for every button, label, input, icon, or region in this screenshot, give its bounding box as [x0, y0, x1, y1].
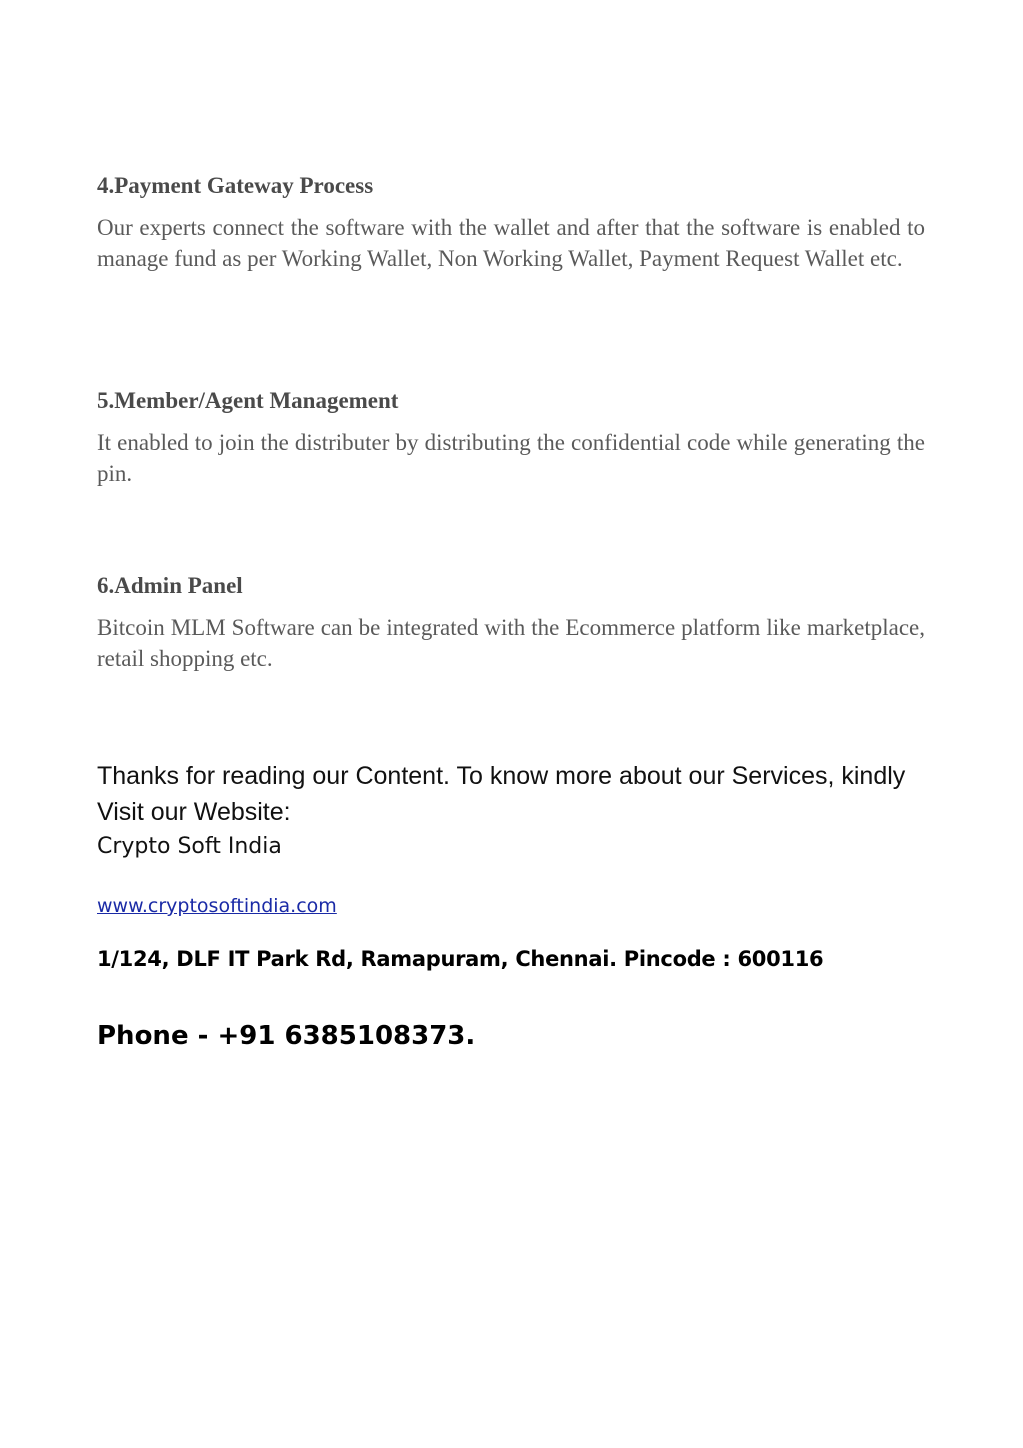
- section-body: It enabled to join the distributer by distributing the confidential code while generating the pin.: [97, 430, 925, 486]
- section-heading: 4.Payment Gateway Process: [97, 173, 374, 198]
- section-body: Our experts connect the software with the wallet and after that the software is enabled to manage fund as per Working Wallet, Non Working Wallet, Payment Request Wallet etc.: [97, 215, 925, 271]
- address-text: 1/124, DLF IT Park Rd, Ramapuram, Chennai. Pincode : 600116: [97, 947, 824, 971]
- section-member-agent: [97, 387, 925, 489]
- thanks-text: Thanks for reading our Content. To know more about our Services, kindly Visit our Website:: [97, 762, 906, 826]
- section-admin-panel: [97, 572, 925, 674]
- section-payment-gateway: [97, 172, 925, 274]
- company-name: Crypto Soft India: [97, 834, 282, 859]
- website-link[interactable]: www.cryptosoftindia.com: [97, 895, 337, 917]
- section-body: Bitcoin MLM Software can be integrated with the Ecommerce platform like marketplace, retail shopping etc.: [97, 615, 925, 671]
- section-heading: 6.Admin Panel: [97, 573, 243, 598]
- section-heading: 5.Member/Agent Management: [97, 388, 399, 413]
- phone-text: Phone - +91 6385108373.: [97, 1021, 476, 1051]
